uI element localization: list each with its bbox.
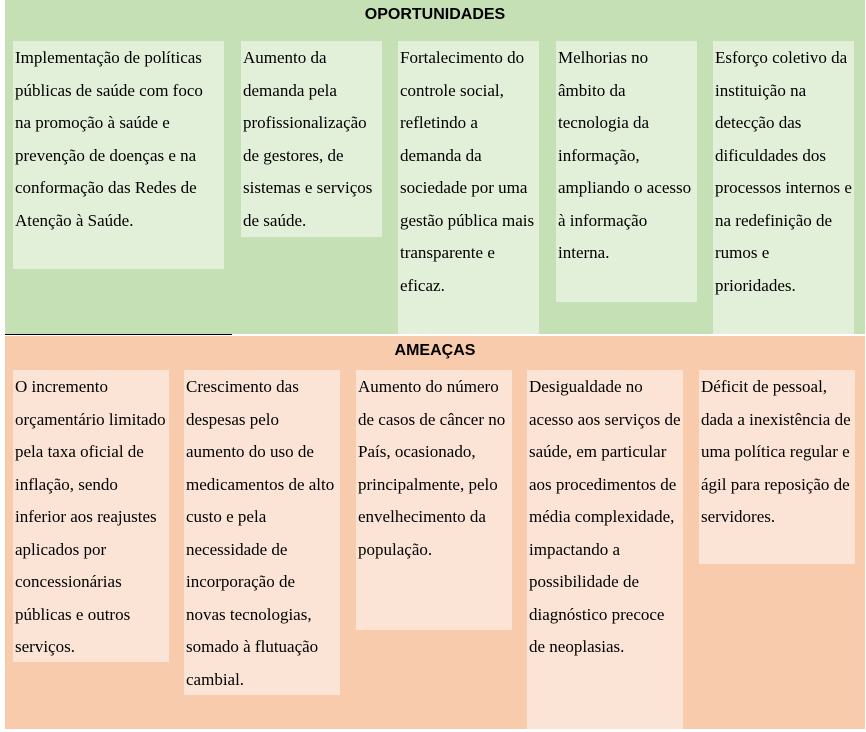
ameaca-item: Déficit de pessoal, dada a inexistência de uma política regular e ágil para reposição de servidores.	[699, 370, 855, 564]
ameacas-title: AMEAÇAS	[394, 342, 476, 359]
oportunidade-item: Fortalecimento do controle social, refletindo a demanda da sociedade por uma gestão pública mais transparente e eficaz.	[398, 41, 539, 334]
section-divider	[5, 334, 232, 335]
oportunidades-section	[5, 0, 865, 334]
oportunidade-item: Implementação de políticas públicas de saúde com foco na promoção à saúde e prevenção de doenças e na conformação das Redes de Atenção à Saúde.	[13, 41, 224, 269]
ameaca-item: O incremento orçamentário limitado pela taxa oficial de inflação, sendo inferior aos reajustes aplicados por concessionárias públicas e outros serviços.	[13, 370, 169, 662]
ameaca-item: Crescimento das despesas pelo aumento do uso de medicamentos de alto custo e pela necessidade de incorporação de novas tecnologias, somado à flutuação cambial.	[184, 370, 340, 695]
ameacas-section	[5, 336, 865, 729]
oportunidade-item: Aumento da demanda pela profissionalização de gestores, de sistemas e serviços de saúde.	[241, 41, 382, 237]
oportunidades-title: OPORTUNIDADES	[364, 6, 506, 23]
oportunidade-item: Melhorias no âmbito da tecnologia da informação, ampliando o acesso à informação interna.	[556, 41, 697, 302]
ameaca-item: Desigualdade no acesso aos serviços de saúde, em particular aos procedimentos de média complexidade, impactando a possibilidade de diagnóstico precoce de neoplasias.	[527, 370, 683, 729]
ameaca-item: Aumento do número de casos de câncer no País, ocasionado, principalmente, pelo envelhecimento da população.	[356, 370, 512, 630]
oportunidade-item: Esforço coletivo da instituição na detecção das dificuldades dos processos internos e na redefinição de rumos e prioridades.	[713, 41, 854, 334]
